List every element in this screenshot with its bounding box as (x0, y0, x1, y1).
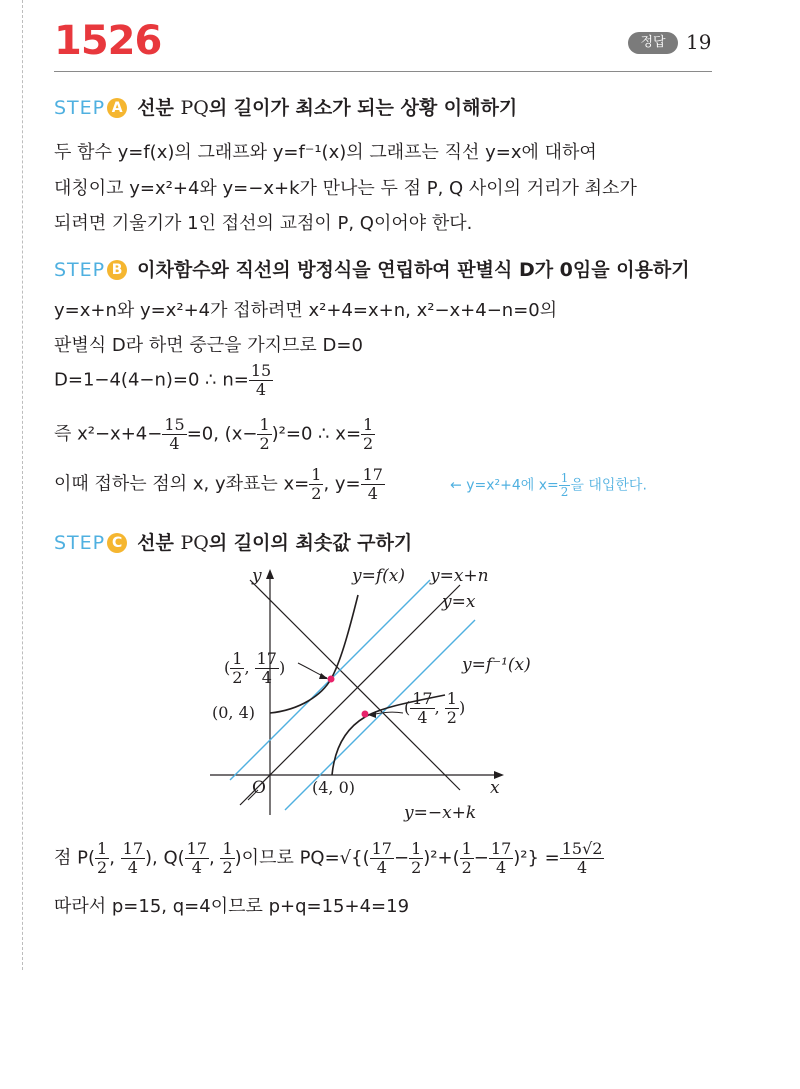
note-arrow-icon: ← (450, 477, 462, 494)
function-graph (200, 555, 530, 825)
graph-label-diag: y=x (442, 592, 476, 612)
graph-label-tangent: y=x+n (430, 566, 489, 586)
fraction: $\frac{1}{2}$ (222, 839, 233, 877)
leader-p-arrow-icon (319, 673, 328, 679)
graph-label-f: y=f(x) (352, 566, 405, 586)
margin-guide-line (22, 0, 23, 970)
fraction: $\frac{1}{2}$ (363, 415, 374, 453)
step-tag: STEP (54, 97, 106, 119)
step-b-circle: B (107, 260, 127, 280)
fraction: $\frac{17}{4}$ (186, 839, 208, 877)
point-p (328, 676, 335, 683)
fraction: $\frac{17}{4}$ (490, 839, 512, 877)
step-a-line-1: 두 함수 y=f(x)의 그래프와 y=f⁻¹(x)의 그래프는 직선 y=x에 대하여 (54, 142, 597, 163)
step-b-line-4: 즉 x²−x+4− $\frac{15}{4}$ =0, (x− $\frac{1}{2}$ )²=0 ∴ x= $\frac{1}{2}$ (54, 415, 374, 453)
fraction: $\frac{17}{4}$ (122, 839, 143, 877)
fraction: $\frac{1}{2}$ (461, 839, 472, 877)
leader-q-arrow-icon (368, 711, 376, 718)
graph-point-x-intercept: (4, 0) (312, 778, 356, 797)
step-b-line-1: y=x+n와 y=x²+4가 접하려면 x²+4=x+n, x²−x+4−n=0의 (54, 300, 558, 321)
fraction: $\frac{15}{4}$ (164, 415, 185, 453)
answer-badge: 정답 (628, 32, 678, 54)
step-a-circle: A (107, 98, 127, 118)
graph-axis-x-label: x (490, 778, 500, 798)
header-rule (54, 71, 712, 72)
substitution-note: ← y=x²+4에 x= $\frac{1}{2}$ 을 대입한다. (450, 471, 647, 499)
fraction: $\frac{17}{4}$ (371, 839, 392, 877)
step-b-heading: STEP B 이차함수와 직선의 방정식을 연립하여 판별식 D가 0임을 이용하기 (54, 259, 690, 281)
graph-point-y-intercept: (0, 4) (212, 703, 256, 722)
step-b-line-5: 이때 접하는 점의 x, y좌표는 x= $\frac{1}{2}$ , y= $\frac{17}{4}$ (54, 465, 383, 503)
point-q (362, 711, 369, 718)
step-a-heading: STEP A 선분 PQ의 길이가 최소가 되는 상황 이해하기 (54, 97, 518, 119)
step-b-line-3: D=1−4(4−n)=0 ∴ n= $\frac{15}{4}$ (54, 361, 272, 399)
conclusion-line-1: 점 P( $\frac{1}{2}$ , $\frac{17}{4}$ ), Q( $\frac{17}{4}$ , $\frac{1}{2}$ )이므로 PQ=√{( $\frac{17}{4}$ − $\frac{1}{2}$ )²+( $\frac{1}{2}$ − $\frac{17}{4}$ )²} = $\frac{15√2}{4}$ (54, 839, 603, 877)
step-c-circle: C (107, 533, 127, 553)
y-axis-arrow-icon (266, 569, 274, 579)
step-b-line-2: 판별식 D라 하면 중근을 가지므로 D=0 (54, 335, 363, 356)
fraction: $\frac{15√2}{4}$ (561, 839, 603, 877)
step-a-line-2: 대칭이고 y=x²+4와 y=−x+k가 만나는 두 점 P, Q 사이의 거리가 최소가 (54, 178, 637, 199)
answer-value: 19 (686, 30, 712, 54)
graph-axis-y-label: y (252, 566, 262, 586)
fraction: $\frac{1}{2}$ (311, 465, 322, 503)
step-c-heading: STEP C 선분 PQ의 길이의 최솟값 구하기 (54, 532, 413, 554)
conclusion-line-2: 따라서 p=15, q=4이므로 p+q=15+4=19 (54, 896, 410, 917)
fraction: $\frac{17}{4}$ (362, 465, 383, 503)
graph-point-p-label: ( $\frac{1}{2}$ , $\frac{17}{4}$ ) (224, 649, 286, 687)
graph-label-k: y=−x+k (404, 803, 477, 823)
step-a-line-3: 되려면 기울기가 1인 접선의 교점이 P, Q이어야 한다. (54, 213, 473, 234)
fraction: $\frac{1}{2}$ (411, 839, 422, 877)
fraction: $\frac{15}{4}$ (250, 361, 272, 399)
graph-label-finv: y=f⁻¹(x) (462, 655, 531, 675)
graph-point-q-label: ( $\frac{17}{4}$ , $\frac{1}{2}$ ) (404, 689, 466, 727)
fraction: $\frac{1}{2}$ (259, 415, 270, 453)
problem-number: 1526 (54, 18, 162, 64)
fraction: $\frac{1}{2}$ (97, 839, 108, 877)
graph-origin-label: O (252, 778, 266, 798)
fraction: $\frac{1}{2}$ (560, 471, 569, 499)
